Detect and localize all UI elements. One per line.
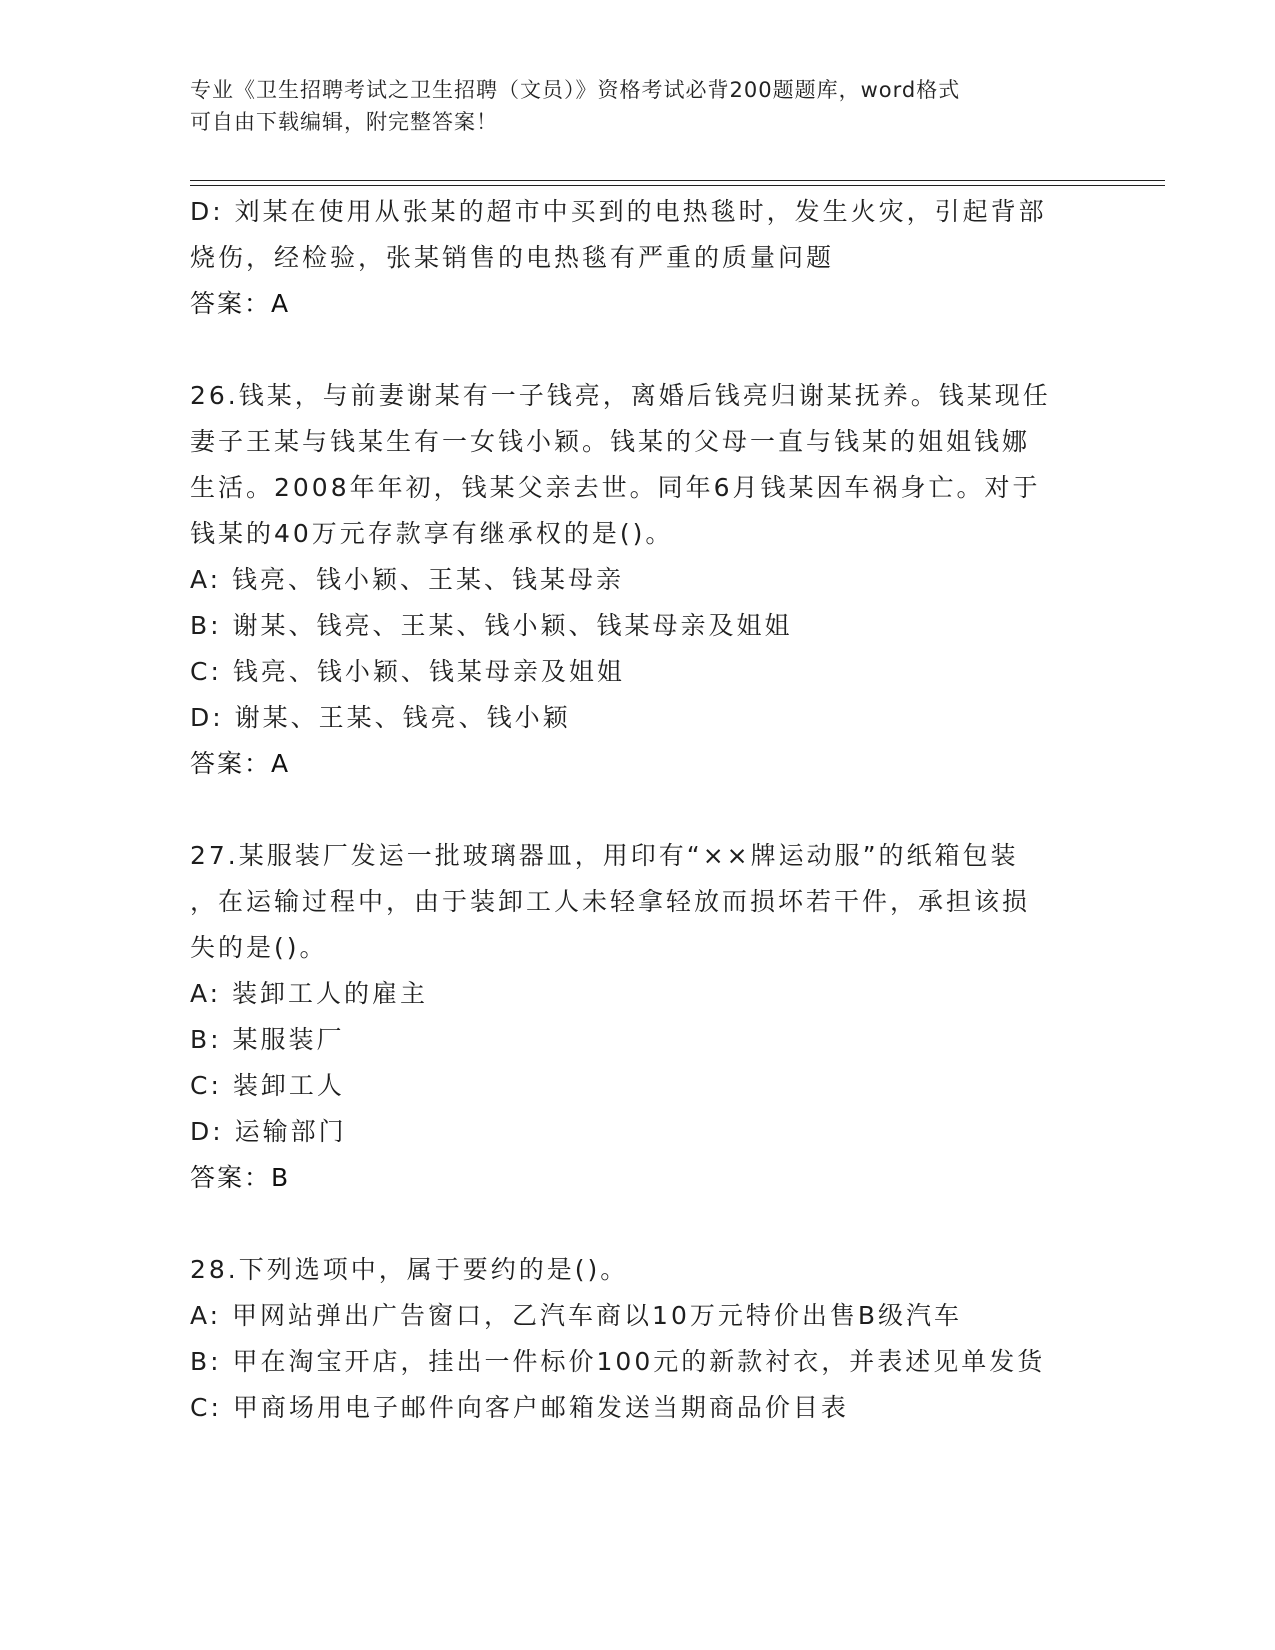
- question-26: [190, 373, 1090, 787]
- option-b: B: 谢某、钱亮、王某、钱小颖、钱某母亲及姐姐: [190, 611, 793, 640]
- header-divider-bottom: [190, 185, 1165, 186]
- question-28: [190, 1247, 1090, 1431]
- option-d-line: 烧伤，经检验，张某销售的电热毯有严重的质量问题: [190, 243, 835, 272]
- option-b: B: 某服装厂: [190, 1025, 345, 1054]
- answer-line: 答案：A: [190, 749, 291, 778]
- question-stem-line: 生活。2008年年初，钱某父亲去世。同年6月钱某因车祸身亡。对于: [190, 473, 1041, 502]
- spacer: [190, 787, 1090, 833]
- option-d-line: D: 刘某在使用从张某的超市中买到的电热毯时，发生火灾，引起背部: [190, 197, 1047, 226]
- header-title-line-1: 专业《卫生招聘考试之卫生招聘（文员）》资格考试必背200题题库，word格式: [190, 78, 961, 102]
- option-c: C: 装卸工人: [190, 1071, 345, 1100]
- question-stem-line: 妻子王某与钱某生有一女钱小颖。钱某的父母一直与钱某的姐姐钱娜: [190, 427, 1031, 456]
- option-d: D: 运输部门: [190, 1117, 347, 1146]
- previous-question-tail: [190, 189, 1090, 327]
- question-27: [190, 833, 1090, 1201]
- answer-line: 答案：A: [190, 289, 291, 318]
- option-c: C: 钱亮、钱小颖、钱某母亲及姐姐: [190, 657, 625, 686]
- question-stem-line: 26.钱某，与前妻谢某有一子钱亮，离婚后钱亮归谢某抚养。钱某现任: [190, 381, 1051, 410]
- question-stem-line: 28.下列选项中，属于要约的是()。: [190, 1255, 629, 1284]
- question-stem-line: 27.某服装厂发运一批玻璃器皿，用印有“××牌运动服”的纸箱包装: [190, 841, 1019, 870]
- header-divider-top: [190, 180, 1165, 181]
- document-header: [190, 74, 1090, 138]
- question-stem-line: ，在运输过程中，由于装卸工人未轻拿轻放而损坏若干件，承担该损: [190, 887, 1031, 916]
- option-a: A: 装卸工人的雇主: [190, 979, 429, 1008]
- spacer: [190, 1201, 1090, 1247]
- answer-line: 答案：B: [190, 1163, 291, 1192]
- option-c: C: 甲商场用电子邮件向客户邮箱发送当期商品价目表: [190, 1393, 849, 1422]
- question-content: [190, 189, 1090, 1431]
- question-stem-line: 钱某的40万元存款享有继承权的是()。: [190, 519, 674, 548]
- question-stem-line: 失的是()。: [190, 933, 328, 962]
- header-title-line-2: 可自由下载编辑，附完整答案！: [190, 110, 498, 134]
- option-a: A: 甲网站弹出广告窗口，乙汽车商以10万元特价出售B级汽车: [190, 1301, 962, 1330]
- option-b: B: 甲在淘宝开店，挂出一件标价100元的新款衬衣，并表述见单发货: [190, 1347, 1046, 1376]
- option-a: A: 钱亮、钱小颖、王某、钱某母亲: [190, 565, 625, 594]
- option-d: D: 谢某、王某、钱亮、钱小颖: [190, 703, 571, 732]
- spacer: [190, 327, 1090, 373]
